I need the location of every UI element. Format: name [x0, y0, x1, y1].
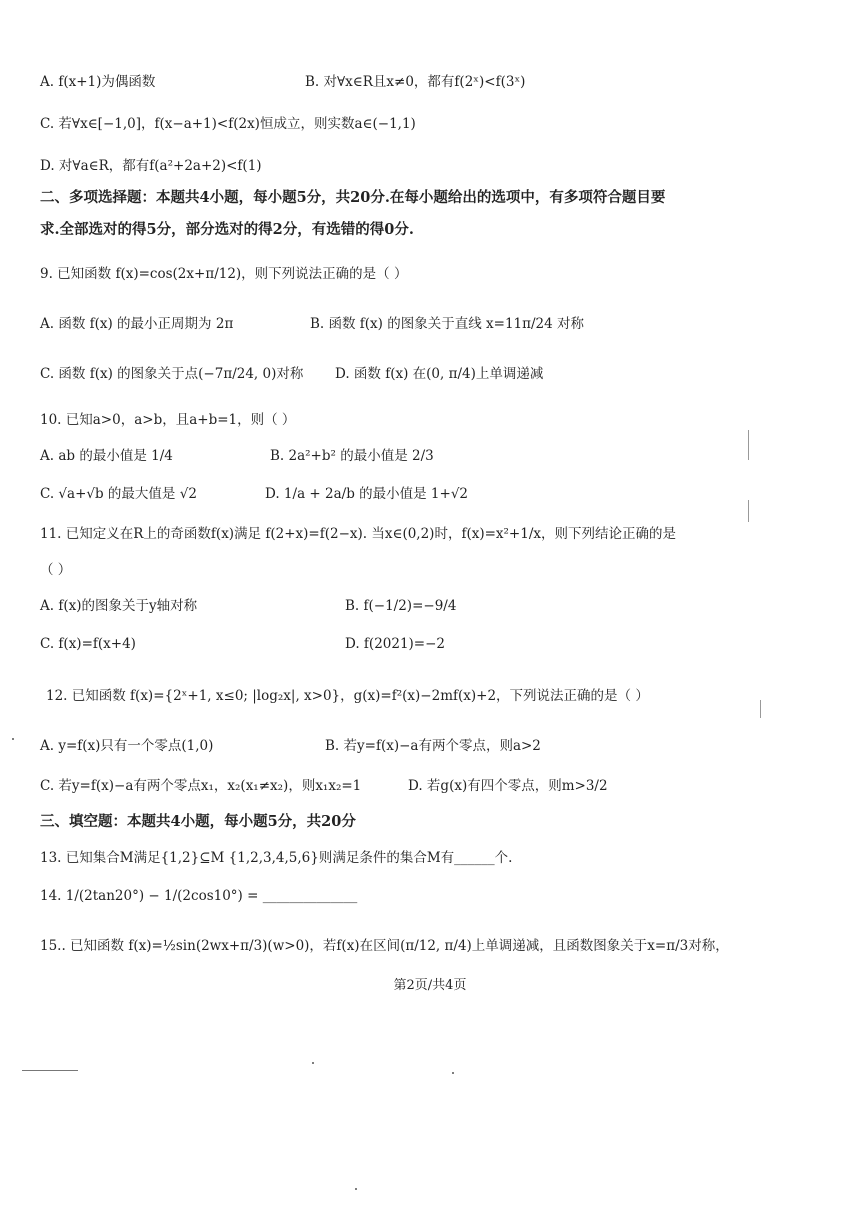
- q12-option-d: D. 若g(x)有四个零点，则m>3/2: [408, 778, 608, 794]
- q11-stem-paren: （ ）: [40, 562, 72, 578]
- q12-option-b: B. 若y=f(x)−a有两个零点，则a>2: [325, 738, 541, 754]
- q9-stem: 9. 已知函数 f(x)=cos(2x+π/12)，则下列说法正确的是（ ）: [40, 266, 408, 282]
- q10-option-d: D. 1/a + 2a/b 的最小值是 1+√2: [265, 486, 469, 502]
- q10-option-b: B. 2a²+b² 的最小值是 2/3: [270, 448, 434, 464]
- section2-heading-line1: 二、多项选择题：本题共4小题，每小题5分，共20分.在每小题给出的选项中，有多项符合题目要: [40, 189, 666, 206]
- q12-stem: 12. 已知函数 f(x)={2ˣ+1, x≤0; |log₂x|, x>0}，g(x)=f²(x)−2mf(x)+2，下列说法正确的是（ ）: [46, 688, 649, 704]
- q10-option-a: A. ab 的最小值是 1/4: [40, 448, 173, 464]
- scan-speck: [12, 738, 14, 740]
- page-footer: 第2页/共4页: [393, 978, 467, 993]
- scan-speck: [452, 1072, 454, 1074]
- scan-speck: [355, 1188, 357, 1190]
- q12-option-c: C. 若y=f(x)−a有两个零点x₁，x₂(x₁≠x₂)，则x₁x₂=1: [40, 778, 362, 794]
- q11-stem: 11. 已知定义在R上的奇函数f(x)满足 f(2+x)=f(2−x). 当x∈(0,2)时，f(x)=x²+1/x，则下列结论正确的是: [40, 526, 676, 542]
- scan-artifact-tick: [748, 500, 749, 522]
- scan-artifact-line: [22, 1070, 78, 1071]
- scan-speck: [312, 1062, 314, 1064]
- prev-option-c: C. 若∀x∈[−1,0]，f(x−a+1)<f(2x)恒成立，则实数a∈(−1,1): [40, 116, 416, 132]
- scan-artifact-tick: [748, 430, 749, 460]
- q12-option-a: A. y=f(x)只有一个零点(1,0): [40, 738, 214, 754]
- q11-option-c: C. f(x)=f(x+4): [40, 636, 136, 652]
- q11-option-a: A. f(x)的图象关于y轴对称: [40, 598, 198, 614]
- prev-option-a: A. f(x+1)为偶函数: [40, 74, 156, 90]
- section3-heading: 三、填空题：本题共4小题，每小题5分，共20分: [40, 813, 356, 830]
- scan-artifact-tick: [760, 700, 761, 718]
- q10-stem: 10. 已知a>0，a>b，且a+b=1，则（ ）: [40, 412, 296, 428]
- q11-option-b: B. f(−1/2)=−9/4: [345, 598, 457, 614]
- q11-option-d: D. f(2021)=−2: [345, 636, 446, 652]
- q15-text: 15.. 已知函数 f(x)=½sin(2wx+π/3)(w>0)，若f(x)在区间(π/12, π/4)上单调递减，且函数图象关于x=π/3对称，: [40, 938, 729, 954]
- q9-option-a: A. 函数 f(x) 的最小正周期为 2π: [40, 316, 234, 332]
- section2-heading-line2: 求.全部选对的得5分，部分选对的得2分，有选错的得0分.: [40, 221, 414, 238]
- q9-option-d: D. 函数 f(x) 在(0, π/4)上单调递减: [335, 366, 544, 382]
- q10-option-c: C. √a+√b 的最大值是 √2: [40, 486, 197, 502]
- q9-option-b: B. 函数 f(x) 的图象关于直线 x=11π/24 对称: [310, 316, 585, 332]
- q14-text: 14. 1/(2tan20°) − 1/(2cos10°) = ______________: [40, 888, 358, 904]
- prev-option-b: B. 对∀x∈R且x≠0，都有f(2ˣ)<f(3ˣ): [305, 74, 526, 90]
- q13-text: 13. 已知集合M满足{1,2}⊆M {1,2,3,4,5,6}则满足条件的集合M有______个.: [40, 850, 513, 866]
- q9-option-c: C. 函数 f(x) 的图象关于点(−7π/24, 0)对称: [40, 366, 304, 382]
- prev-option-d: D. 对∀a∈R，都有f(a²+2a+2)<f(1): [40, 158, 262, 174]
